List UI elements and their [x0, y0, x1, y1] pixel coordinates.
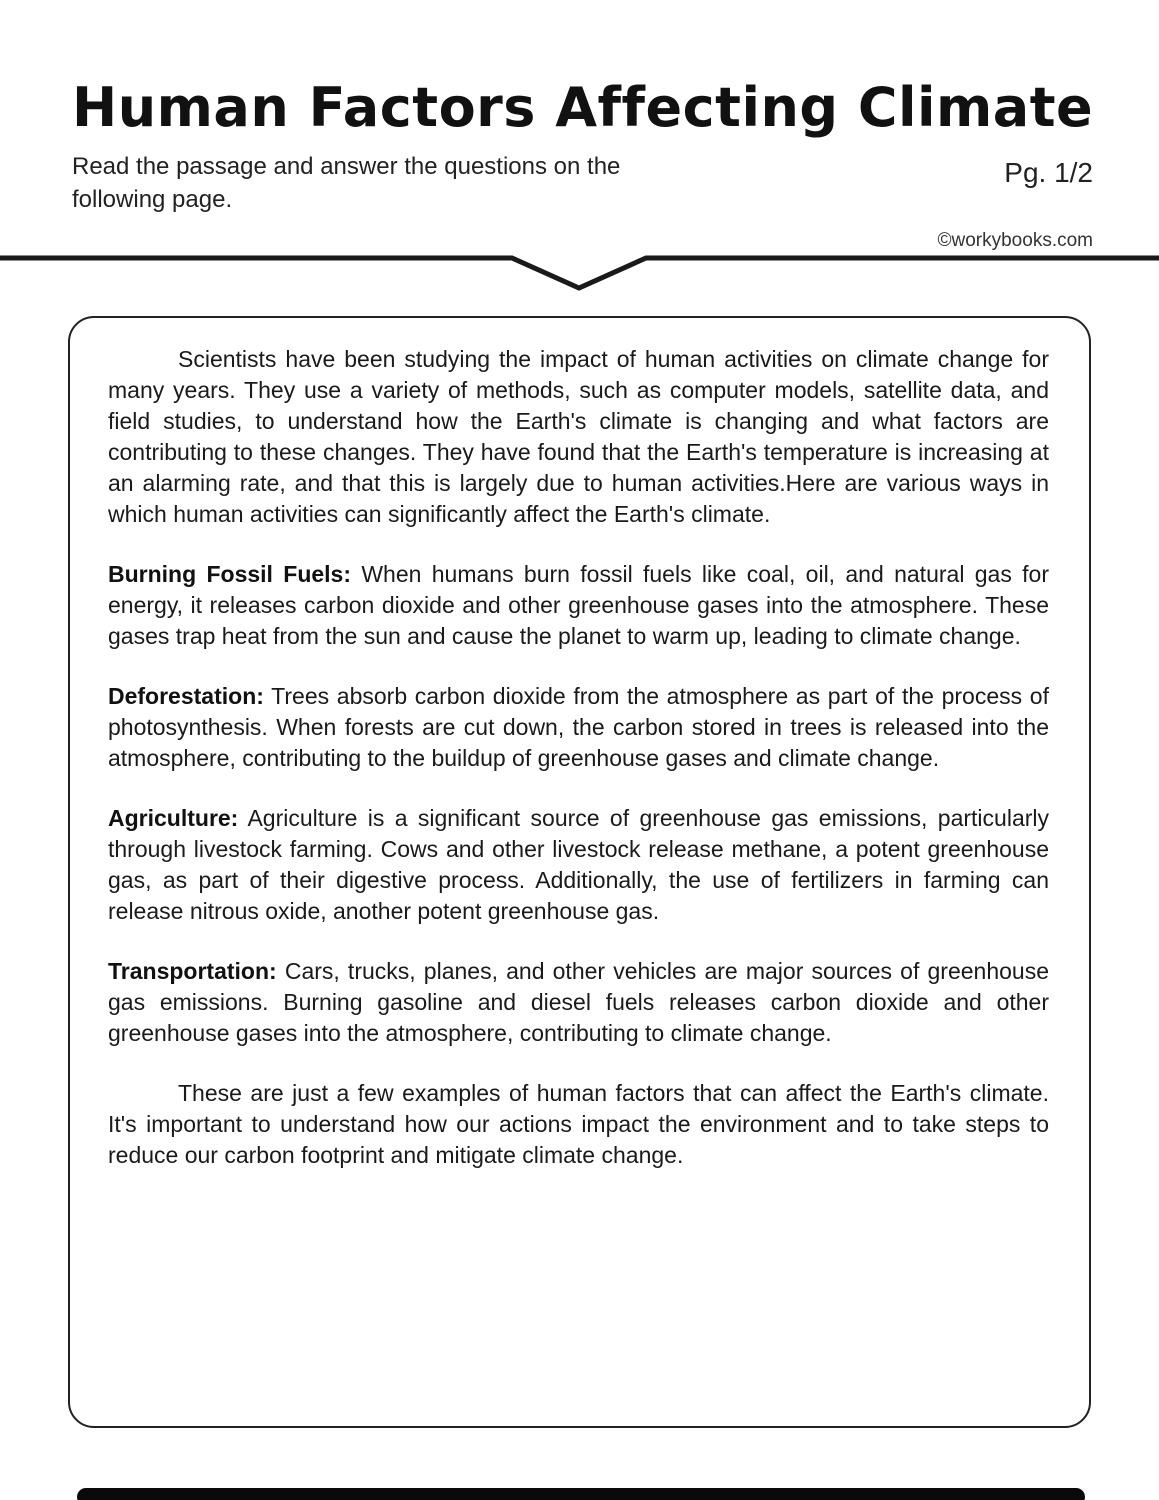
header-row — [72, 151, 1093, 216]
header — [72, 76, 1094, 251]
section-agriculture — [108, 803, 1049, 927]
footer-bar — [77, 1488, 1085, 1500]
section-label-agriculture: Agriculture: — [108, 805, 239, 831]
section-label-burning-fossil-fuels: Burning Fossil Fuels: — [108, 561, 351, 587]
divider-chevron — [0, 252, 1159, 296]
passage-intro: Scientists have been studying the impact of human activities on climate change for many years. They use a variety of methods, such as computer models, satellite data, and field studies, to understand how the Earth's climate is changing and what factors are contributing to these changes. They have found that the Earth's temperature is increasing at an alarming rate, and that this is largely due to human activities.Here are various ways in which human activities can significantly affect the Earth's climate. — [108, 346, 1049, 527]
section-deforestation — [108, 681, 1049, 774]
section-text-transportation: Cars, trucks, planes, and other vehicles are major sources of greenhouse gas emissions. Burning gasoline and diesel fuels releases carbon dioxide and other greenhouse gases into the atmosphere, contributing to climate change. — [108, 958, 1050, 1046]
page-number: Pg. 1/2 — [1004, 157, 1093, 189]
section-text-deforestation: Trees absorb carbon dioxide from the atmosphere as part of the process of photosynthesis. When forests are cut down, the carbon stored in trees is released into the atmosphere, contributing to the buildup of greenhouse gases and climate change. — [108, 683, 1049, 771]
section-label-deforestation: Deforestation: — [108, 683, 264, 709]
section-text-agriculture: Agriculture is a significant source of greenhouse gas emissions, particularly through livestock farming. Cows and other livestock release methane, a potent greenhouse gas, as part of their digestive process. Additionally, the use of fertilizers in farming can release nitrous oxide, another potent greenhouse gas. — [108, 805, 1050, 924]
section-label-transportation: Transportation: — [108, 958, 277, 984]
section-burning-fossil-fuels — [108, 559, 1049, 652]
section-text-burning-fossil-fuels: When humans burn fossil fuels like coal, oil, and natural gas for energy, it releases carbon dioxide and other greenhouse gases into the atmosphere. These gases trap heat from the sun and cause the planet to warm up, leading to climate change. — [108, 561, 1050, 649]
passage-box — [68, 316, 1091, 1428]
page-title: Human Factors Affecting Climate — [72, 76, 1094, 139]
passage-conclusion: These are just a few examples of human factors that can affect the Earth's climate. It's important to understand how our actions impact the environment and to take steps to reduce our carbon footprint and mitigate climate change. — [108, 1080, 1049, 1168]
section-transportation — [108, 956, 1049, 1049]
copyright-text: ©workybooks.com — [937, 230, 1093, 251]
instructions-text: Read the passage and answer the questions on the following page. — [72, 153, 621, 213]
